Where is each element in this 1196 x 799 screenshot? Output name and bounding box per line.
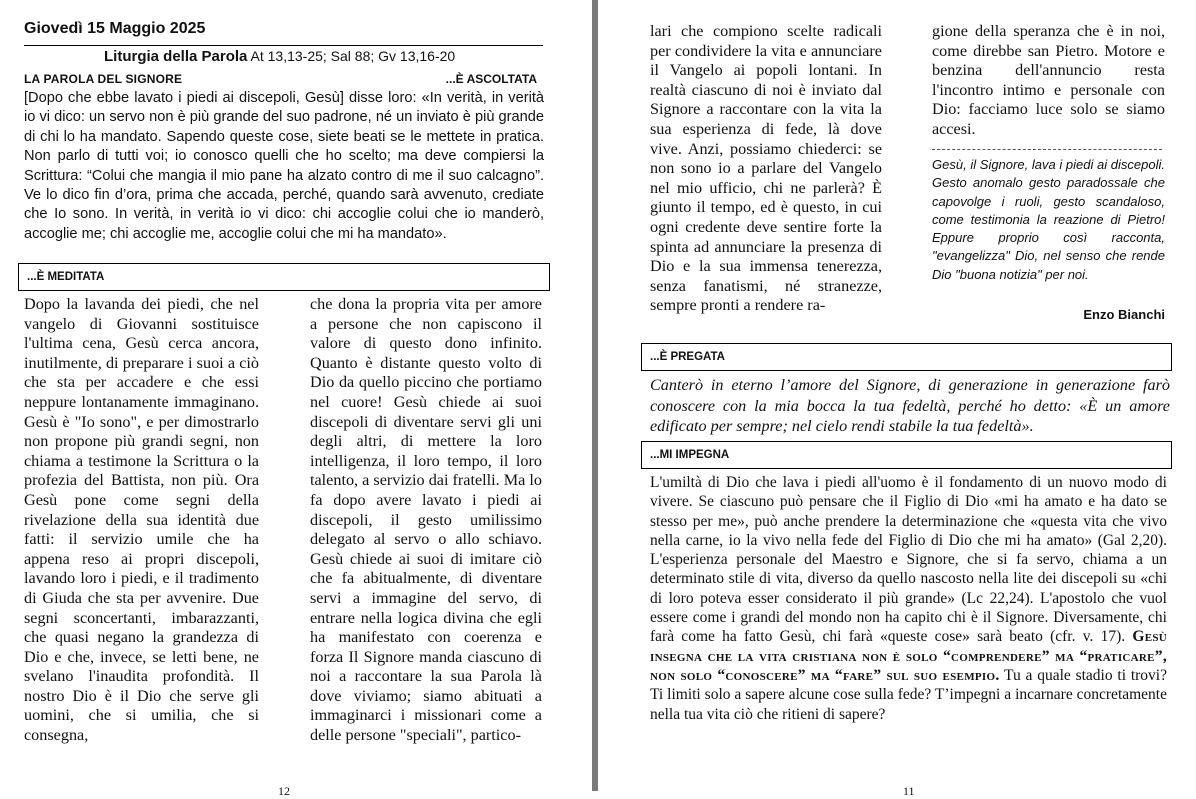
gutter-bar <box>592 0 598 791</box>
impegno-block <box>650 473 1167 724</box>
impegno-question: Tu a quale stadio ti trovi? Ti limiti solo a sapere alcune cose sulla fede? T’impegni a incarnare concretamente nella tua vita ciò che ritieni di sapere? <box>650 666 1167 723</box>
impegno-emphasis: Gesù insegna che la vita cristiana non è solo “comprendere” ma “praticare”, non solo “conoscere” ma “fare” sul suo esempio. <box>650 628 1167 684</box>
pregata-label: ...È PREGATA <box>650 351 725 363</box>
header-rule <box>24 45 543 46</box>
right-column-2: gione della speranza che è in noi, come direbbe san Pietro. Motore e benzina dell'annuncio resta l'incontro intimo e personale con Dio: facciamo luce solo se siamo accesi. <box>932 22 1165 138</box>
prayer-text: Canterò in eterno l’amore del Signore, di generazione in generazione farò conoscere con la mia bocca la tua fedeltà, perché ho detto: «È un amore edificato per sempre; nel cielo rendi stabile la tua fedeltà». <box>650 376 1170 435</box>
meditata-label: ...È MEDITATA <box>27 271 105 283</box>
word-heading: LA PAROLA DEL SIGNORE <box>24 72 183 86</box>
page-number-right: 11 <box>903 784 915 798</box>
page-number-left: 12 <box>278 784 290 798</box>
meditata-column-2: che dona la propria vita per amore a persone che non capiscono il valore di questo dono infinito. Quanto è distante questo volto di Dio da quello piccino che portiamo nel cuore! Gesù chiede ai suoi discepoli di diventare servi gli uni degli altri, di mettere la loro intelligenza, il loro tempo, il loro talento, a servizio dai fratelli. Ma lo fa dopo avere lavato i piedi ai discepoli, il gesto umilissimo delegato al servo o allo schiavo. Gesù chiede ai suoi di imitare ciò che fa abitualmente, di diventare servi a immagine del servo, di entrare nella logica divina che egli ha manifestato con coerenza e forza Il Signore manda ciascuno di noi a raccontare la sua Parola là dove viviamo; siamo abituati a immaginarci i missionari come a delle persone "speciali", partico- <box>310 295 542 745</box>
scripture-text: [Dopo che ebbe lavato i piedi ai discepoli, Gesù] disse loro: «In verità, in verità io vi dico: un servo non è più grande del suo padrone, né un inviato è più grande di chi lo ha mandato. Sapendo queste cose, siete beati se le mettete in pratica. Non parlo di tutti voi; io conosco quelli che ho scelto; ma deve compiersi la Scrittura: “Colui che mangia il mio pane ha alzato contro di me il suo calcagno”. Ve lo dico fin d’ora, prima che accada, perché, quando sarà avvenuto, crediate che Io sono. In verità, in verità io vi dico: chi accoglie colui che io manderò, accoglie me; chi accoglie me, accoglie colui che mi ha mandato». <box>24 90 544 242</box>
pregata-box <box>641 343 1172 371</box>
bianchi-quote: Gesù, il Signore, lava i piedi ai discepoli. Gesto anomalo gesto paradossale che capovolge i ruoli, gesto scandaloso, come testimonia la reazione di Pietro! Eppure proprio così racconta, "evangelizza" Dio, nel senso che rende Dio "buona notizia" per noi. <box>932 157 1165 282</box>
quote-author: Enzo Bianchi <box>1083 307 1165 322</box>
dashed-divider <box>932 149 1162 150</box>
liturgy-refs: At 13,13-25; Sal 88; Gv 13,16-20 <box>250 48 456 64</box>
left-page <box>0 0 585 798</box>
liturgy-title: Liturgia della Parola <box>104 48 248 65</box>
impegna-box <box>641 441 1172 469</box>
meditata-column-1: Dopo la lavanda dei piedi, che nel vangelo di Giovanni sostituisce l'ultima cena, Gesù cerca ancora, inutilmente, di preparare i suoi a ciò che sta per accadere e che essi neppure lontanamente immaginano. Gesù è "Io sono", e per dimostrarlo non propone più grandi segni, non chiama a testimone la Scrittura o la profezia del Battista, non più. Ora Gesù pone come segni della rivelazione della sua identità due fatti: il servizio umile che ha appena reso ai propri discepoli, lavando loro i piedi, e il tradimento di Giuda che sta per avvenire. Due segni sconcertanti, imbarazzanti, che quasi negano la grandezza di Dio e che, invece, se letti bene, ne svelano l'inaudita profondità. Il nostro Dio è il Dio che serve gli uomini, che si umilia, che si consegna, <box>24 295 259 745</box>
right-column-1: lari che compiono scelte radicali per condividere la vita e annunciare il Vangelo ai popoli lontani. In realtà ciascuno di noi è inviato dal Signore a raccontare con la vita la sua esperienza di fede, là dove vive. Anzi, possiamo chiederci: se non sono io a parlare del Vangelo nel mio ufficio, chi ne parlerà? È giunto il tempo, ed è questo, in cui ogni credente deve sentire forte la spinta ad annunciare la presenza di Dio e la sua immensa tenerezza, senza fanatismi, né stranezze, sempre pronti a rendere ra- <box>650 22 882 315</box>
impegna-label: ...MI IMPEGNA <box>650 449 730 461</box>
page-gutter <box>585 0 611 791</box>
ascoltata-label: ...È ASCOLTATA <box>445 72 537 86</box>
liturgy-heading <box>104 48 455 65</box>
meditata-box <box>18 263 550 291</box>
date-heading: Giovedì 15 Maggio 2025 <box>24 20 206 37</box>
impegno-text: L'umiltà di Dio che lava i piedi all'uomo è il fondamento di un nuovo modo di vivere. Se ciascuno può pensare che il Figlio di Dio «mi ha amato e ha dato se stesso per me», può anche prendere la determinazione che «questa vita che vivo nella carne, io la vivo nella fede del Figlio di Dio che mi ha amato» (Gal 2,20). L'esperienza personale del Maestro e Signore, che si fa servo, chiama a un determinato stile di vita, diverso da quello nascosto nella lite dei discepoli su «chi di loro poteva esser considerato il più grande» (Lc 22,24). L'apostolo che vuol essere come i grandi del mondo non ha capito chi è il Signore. Diversamente, chi farà come ha fatto Gesù, chi farà «queste cose» sarà beato (cfr. v. 17). <box>650 474 1167 646</box>
